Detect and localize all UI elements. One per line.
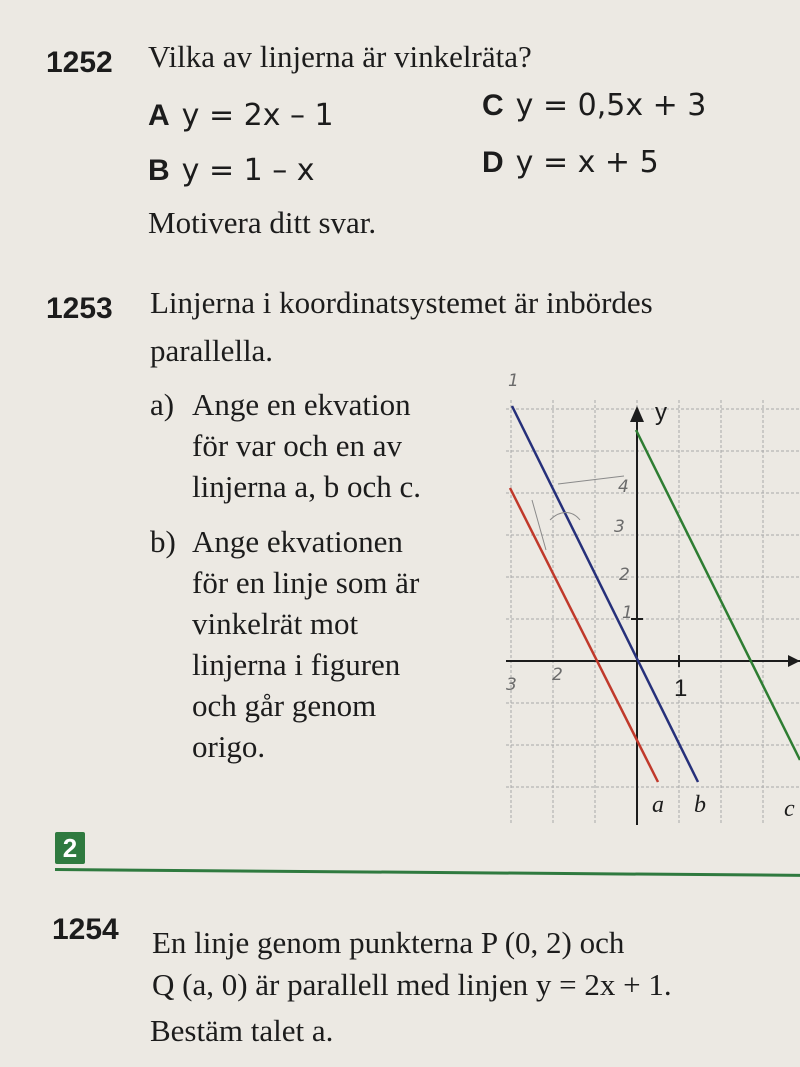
part-b-line: och går genom — [192, 688, 377, 723]
option-d-letter: D — [482, 146, 504, 179]
problem-1254-line3: Bestäm talet a. — [150, 1013, 334, 1048]
part-a-label: a) — [150, 387, 175, 422]
option-a-equation: y = 2x – 1 — [181, 98, 334, 133]
handwritten-mark: 1 — [508, 371, 519, 391]
option-c-letter: C — [482, 89, 504, 122]
handwritten-mark: 4 — [618, 477, 629, 497]
handwritten-mark: 2 — [552, 665, 563, 685]
part-b-line: origo. — [192, 729, 266, 764]
part-a-line: för var och en av — [192, 428, 403, 463]
line-label-c: c — [784, 796, 795, 822]
option-c-equation: y = 0,5x + 3 — [515, 88, 707, 123]
problem-1252-instruction: Motivera ditt svar. — [148, 205, 377, 240]
handwritten-mark: 2 — [619, 565, 630, 585]
part-b-line: för en linje som är — [192, 565, 420, 600]
problem-number-1254: 1254 — [52, 913, 119, 946]
y-axis-arrow — [630, 406, 644, 422]
problem-1254-line1: En linje genom punkterna P (0, 2) och — [152, 925, 625, 960]
line-label-a: a — [652, 792, 664, 818]
coordinate-graph — [498, 370, 800, 832]
part-b-line: vinkelrät mot — [192, 606, 359, 641]
problem-1253-intro-line1: Linjerna i koordinatsystemet är inbördes — [150, 285, 653, 320]
line-a — [510, 488, 658, 782]
option-c — [482, 88, 706, 123]
option-d — [482, 145, 659, 180]
x-axis-arrow — [788, 655, 800, 667]
line-c — [636, 430, 800, 760]
option-a-letter: A — [148, 99, 170, 132]
problem-1252-question: Vilka av linjerna är vinkelräta? — [148, 39, 532, 74]
x-tick-label: 1 — [674, 675, 688, 702]
option-b-letter: B — [148, 154, 170, 187]
handwritten-mark: 1 — [622, 603, 633, 623]
section-divider — [55, 868, 800, 877]
part-a-line: Ange en ekvation — [192, 387, 411, 422]
option-d-equation: y = x + 5 — [515, 145, 659, 180]
option-a — [148, 98, 334, 133]
line-label-b: b — [694, 792, 706, 818]
section-badge: 2 — [55, 832, 85, 864]
problem-number-1252: 1252 — [46, 46, 113, 79]
problem-1253-intro-line2: parallella. — [150, 333, 274, 368]
part-b-line: Ange ekvationen — [192, 524, 403, 559]
option-b — [148, 153, 315, 188]
part-b-line: linjerna i figuren — [192, 647, 401, 682]
problem-1254-line2: Q (a, 0) är parallell med linjen y = 2x + 1. — [152, 967, 672, 1002]
handwritten-mark: 3 — [506, 675, 517, 695]
problem-number-1253: 1253 — [46, 292, 113, 325]
part-b-label: b) — [150, 524, 176, 559]
handwritten-mark: 3 — [614, 517, 625, 537]
y-axis-label: y — [655, 399, 667, 426]
part-a-line: linjerna a, b och c. — [192, 469, 421, 504]
line-b — [512, 406, 698, 782]
option-b-equation: y = 1 – x — [181, 153, 315, 188]
